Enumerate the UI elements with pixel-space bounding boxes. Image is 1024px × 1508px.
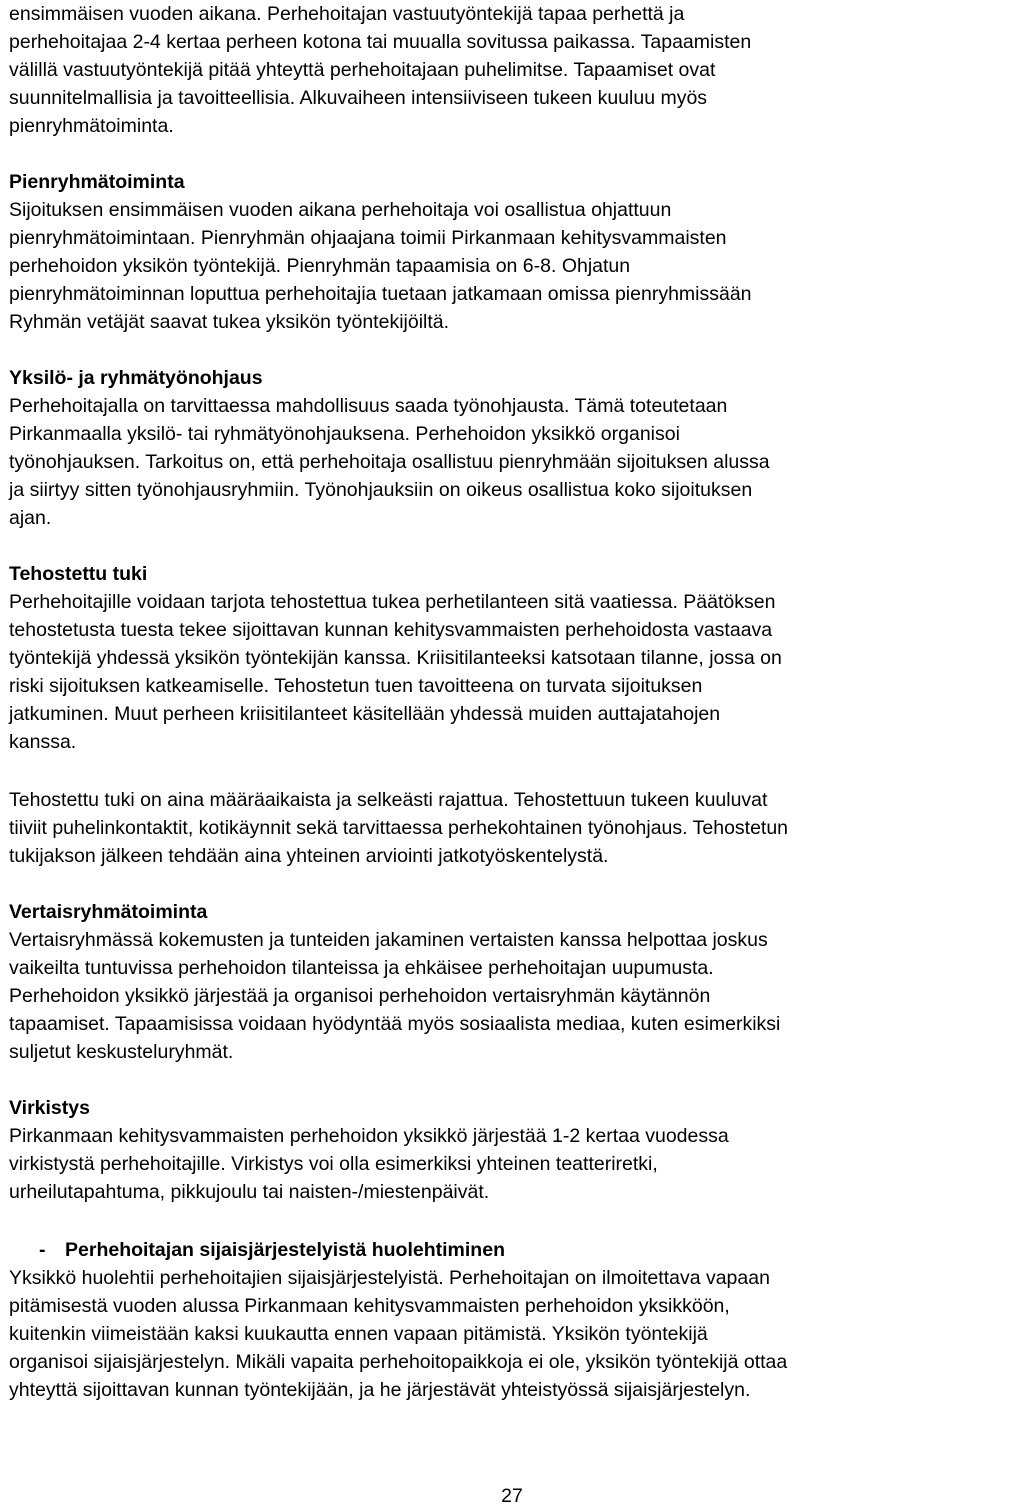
text-line: Tehostettu tuki on aina määräaikaista ja selkeästi rajattua. Tehostettuun tukeen kuuluvat (9, 789, 768, 811)
text-line: pienryhmätoiminnan loputtua perhehoitajia tuetaan jatkamaan omissa pienryhmissään (9, 283, 752, 305)
text-line: Perhehoidon yksikkö järjestää ja organisoi perhehoidon vertaisryhmän käytännön (9, 985, 711, 1007)
text-line: Pirkanmaan kehitysvammaisten perhehoidon yksikkö järjestää 1-2 kertaa vuodessa (9, 1125, 729, 1147)
section-heading-tyonohjaus: Yksilö- ja ryhmätyönohjaus (9, 367, 263, 389)
section-paragraph-sijaisjarjestelyt (9, 1264, 1019, 1404)
bullet-dash: - (39, 1239, 46, 1261)
text-line: organisoi sijaisjärjestelyn. Mikäli vapaita perhehoitopaikkoja ei ole, yksikön työntekijä ottaa (9, 1351, 788, 1373)
bullet-heading-text: Perhehoitajan sijaisjärjestelyistä huolehtiminen (65, 1239, 505, 1261)
text-line: riski sijoituksen katkeamiselle. Tehostetun tuen tavoitteena on turvata sijoituksen (9, 675, 703, 697)
section-heading-pienryhmatoiminta: Pienryhmätoiminta (9, 171, 185, 193)
text-line: ajan. (9, 507, 52, 529)
text-line: Sijoituksen ensimmäisen vuoden aikana perhehoitaja voi osallistua ohjattuun (9, 199, 672, 221)
text-line: työntekijä yhdessä yksikön työntekijän kanssa. Kriisitilanteeksi katsotaan tilanne, jossa on (9, 647, 782, 669)
text-line: urheilutapahtuma, pikkujoulu tai naisten-/miestenpäivät. (9, 1181, 490, 1203)
section-paragraph-virkistys (9, 1122, 1019, 1206)
text-line: suljetut keskusteluryhmät. (9, 1041, 234, 1063)
document-page (9, 0, 1019, 1404)
text-line: jatkuminen. Muut perheen kriisitilanteet käsitellään yhdessä muiden auttajatahojen (9, 703, 721, 725)
text-line: kanssa. (9, 731, 77, 753)
text-line: suunnitelmallisia ja tavoitteellisia. Alkuvaiheen intensiiviseen tukeen kuuluu myös (9, 87, 708, 109)
intro-paragraph (9, 0, 1019, 140)
section-heading-tehostettu-tuki: Tehostettu tuki (9, 563, 148, 585)
section-paragraph-tehostettu-tuki (9, 588, 1019, 756)
text-line: Vertaisryhmässä kokemusten ja tunteiden jakaminen vertaisten kanssa helpottaa joskus (9, 929, 768, 951)
text-line: tapaamiset. Tapaamisissa voidaan hyödyntää myös sosiaalista mediaa, kuten esimerkiksi (9, 1013, 781, 1035)
text-line: pienryhmätoiminta. (9, 115, 174, 137)
text-line: Ryhmän vetäjät saavat tukea yksikön työntekijöiltä. (9, 311, 450, 333)
section-heading-virkistys: Virkistys (9, 1097, 90, 1119)
text-line: Perhehoitajille voidaan tarjota tehostettua tukea perhetilanteen sitä vaatiessa. Päätöksen (9, 591, 776, 613)
page-number: 27 (501, 1485, 523, 1507)
text-line: tiiviit puhelinkontaktit, kotikäynnit sekä tarvittaessa perhekohtainen työnohjaus. Tehostetun (9, 817, 789, 839)
text-line: perhehoitajaa 2-4 kertaa perheen kotona tai muualla sovitussa paikassa. Tapaamisten (9, 31, 752, 53)
text-line: yhteyttä sijoittavan kunnan työntekijään, ja he järjestävät yhteistyössä sijaisjärjestelyn. (9, 1379, 751, 1401)
text-line: tehostetusta tuesta tekee sijoittavan kunnan kehitysvammaisten perhehoidosta vastaava (9, 619, 773, 641)
section-paragraph-tyonohjaus (9, 392, 1019, 532)
text-line: pitämisestä vuoden alussa Pirkanmaan kehitysvammaisten perhehoidon yksikköön, (9, 1295, 730, 1317)
section-paragraph-vertaisryhmatoiminta (9, 926, 1019, 1066)
section-paragraph-tehostettu-tuki-2 (9, 786, 1019, 870)
text-line: ensimmäisen vuoden aikana. Perhehoitajan vastuutyöntekijä tapaa perhettä ja (9, 3, 685, 25)
bullet-heading-sijaisjarjestelyt (9, 1236, 1019, 1264)
text-line: ja siirtyy sitten työnohjausryhmiin. Työnohjauksiin on oikeus osallistua koko sijoituksen (9, 479, 753, 501)
section-heading-vertaisryhmatoiminta: Vertaisryhmätoiminta (9, 901, 208, 923)
text-line: perhehoidon yksikön työntekijä. Pienryhmän tapaamisia on 6-8. Ohjatun (9, 255, 631, 277)
text-line: välillä vastuutyöntekijä pitää yhteyttä perhehoitajaan puhelimitse. Tapaamiset ovat (9, 59, 716, 81)
text-line: virkistystä perhehoitajille. Virkistys voi olla esimerkiksi yhteinen teatteriretki, (9, 1153, 658, 1175)
text-line: Perhehoitajalla on tarvittaessa mahdollisuus saada työnohjausta. Tämä toteutetaan (9, 395, 728, 417)
section-paragraph-pienryhmatoiminta (9, 196, 1019, 336)
text-line: Yksikkö huolehtii perhehoitajien sijaisjärjestelyistä. Perhehoitajan on ilmoitettava vapaan (9, 1267, 770, 1289)
text-line: Pirkanmaalla yksilö- tai ryhmätyönohjauksena. Perhehoidon yksikkö organisoi (9, 423, 680, 445)
text-line: tukijakson jälkeen tehdään aina yhteinen arviointi jatkotyöskentelystä. (9, 845, 609, 867)
text-line: vaikeilta tuntuvissa perhehoidon tilanteissa ja ehkäisee perhehoitajan uupumusta. (9, 957, 714, 979)
text-line: työnohjauksen. Tarkoitus on, että perhehoitaja osallistuu pienryhmään sijoituksen alussa (9, 451, 770, 473)
text-line: kuitenkin viimeistään kaksi kuukautta ennen vapaan pitämistä. Yksikön työntekijä (9, 1323, 708, 1345)
text-line: pienryhmätoimintaan. Pienryhmän ohjaajana toimii Pirkanmaan kehitysvammaisten (9, 227, 727, 249)
